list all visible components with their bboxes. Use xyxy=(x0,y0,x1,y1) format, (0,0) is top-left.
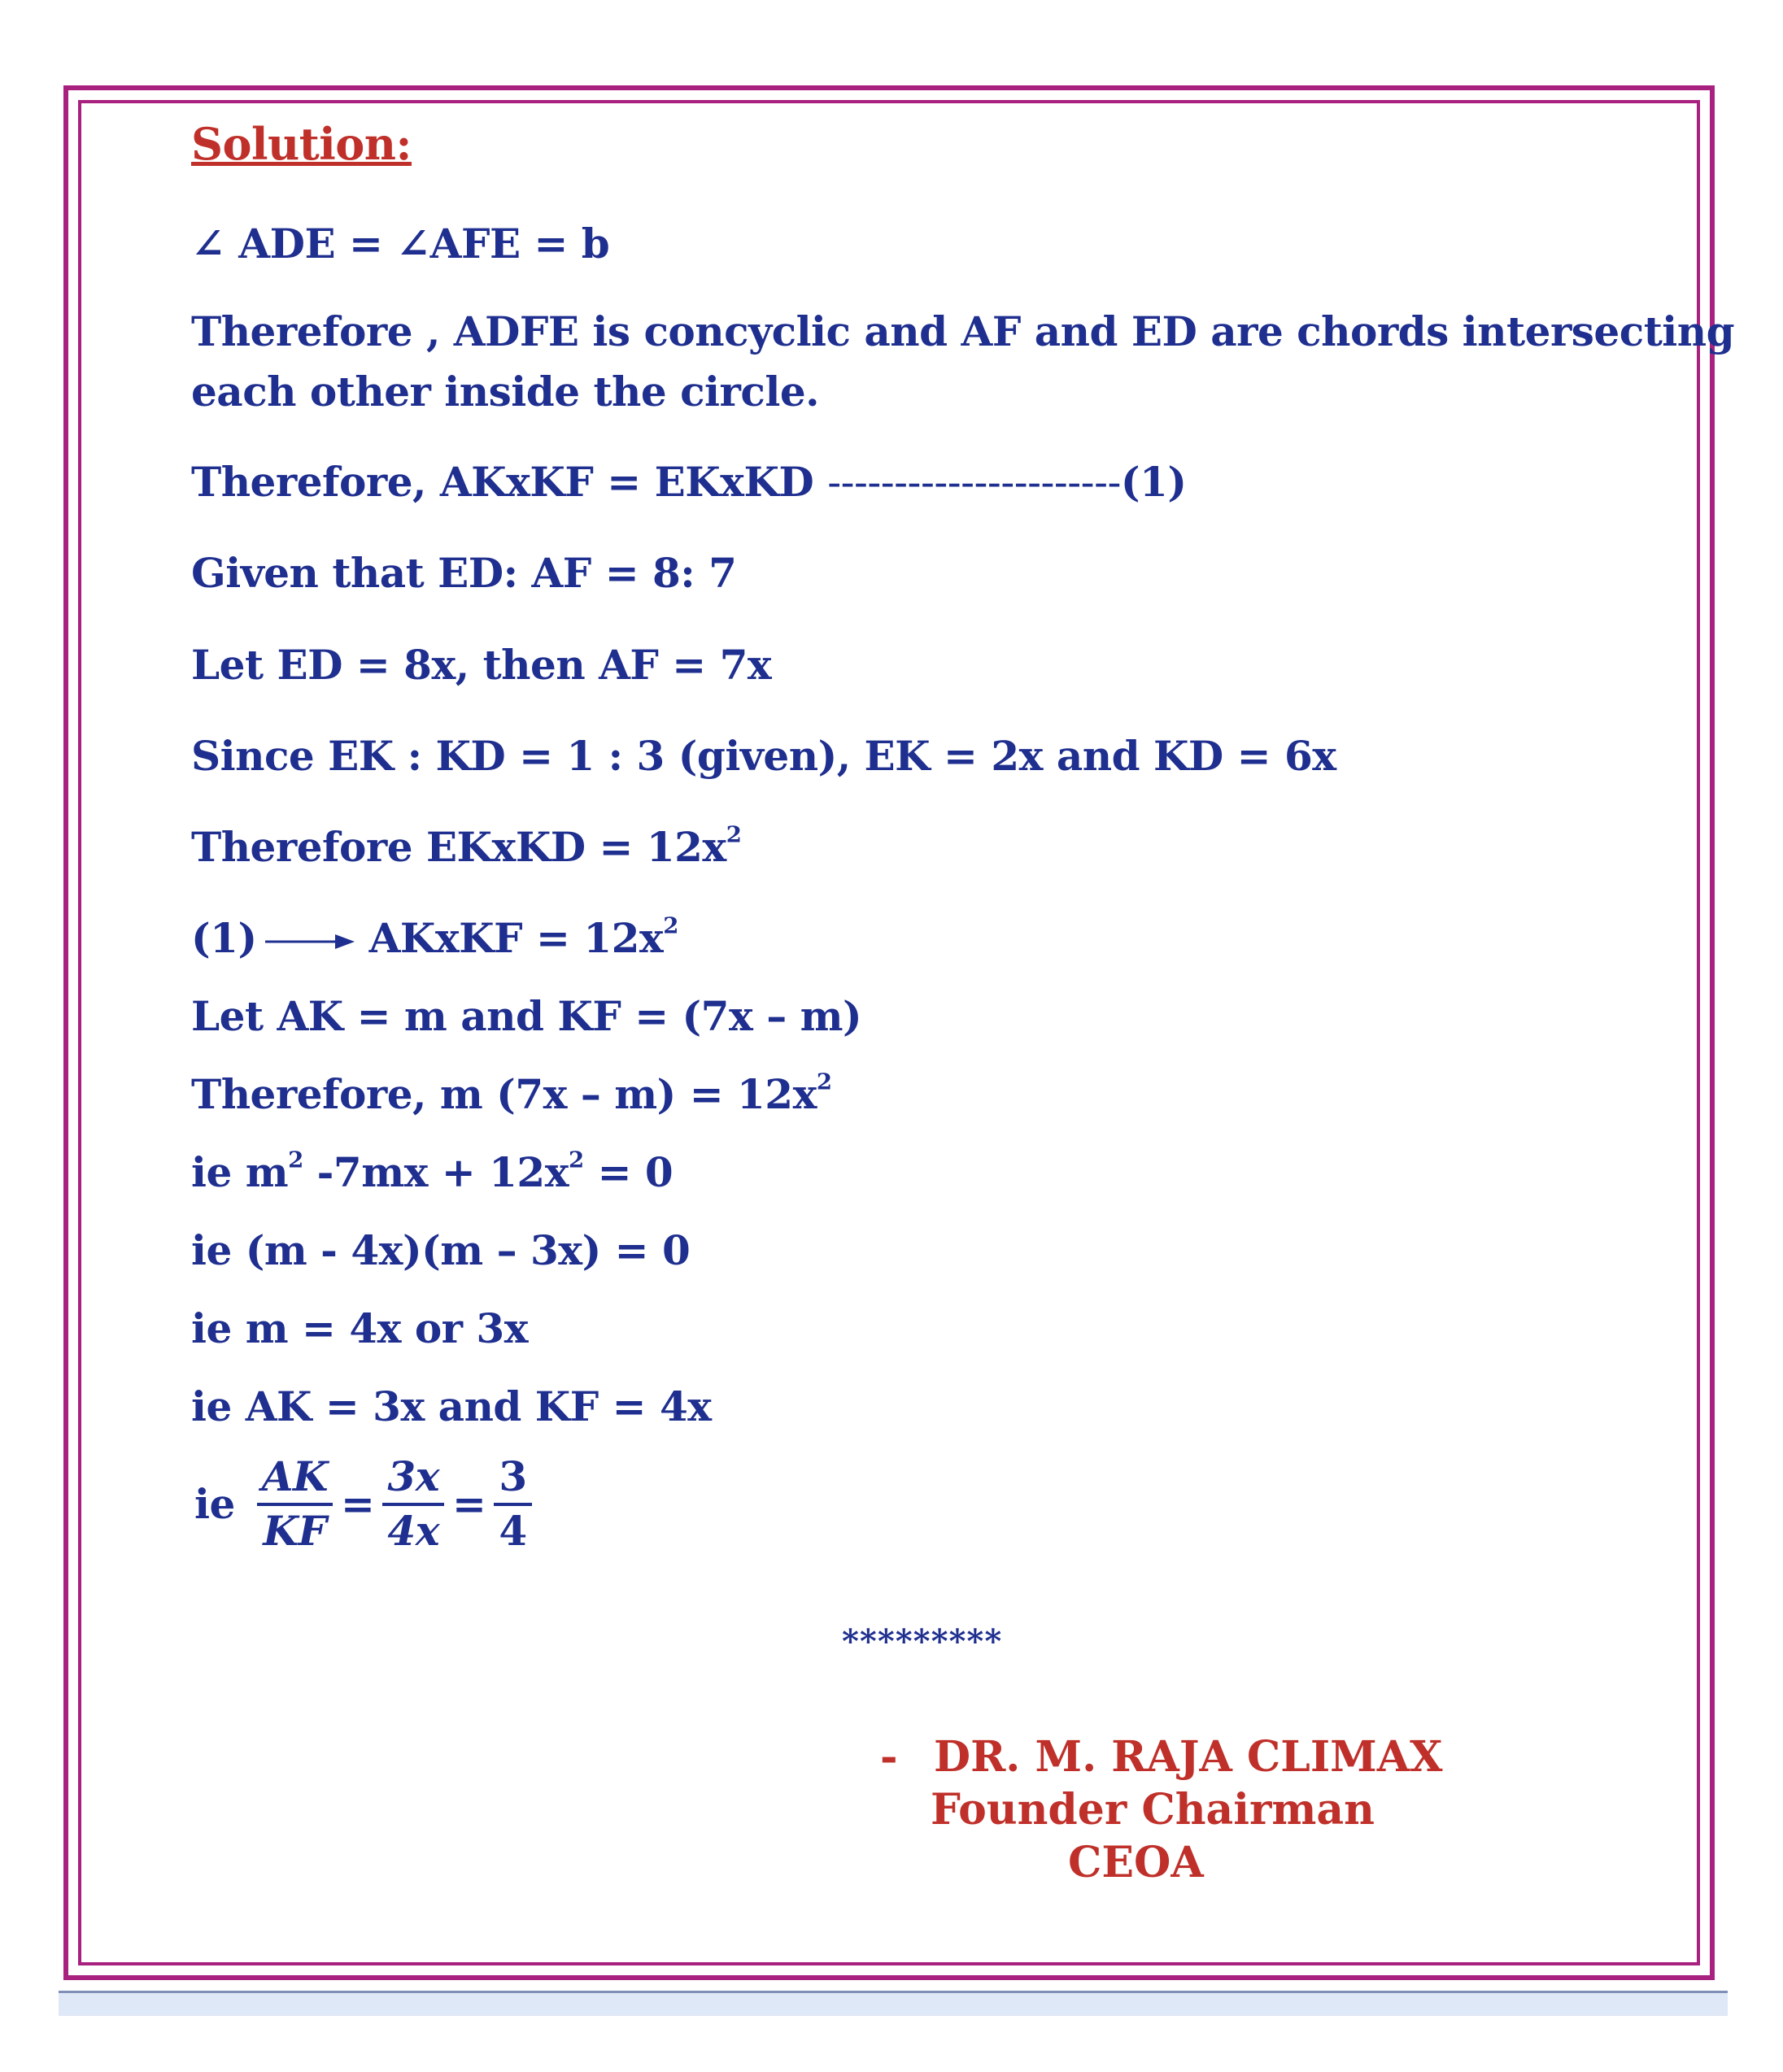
arrow-line xyxy=(191,914,678,962)
chords-lhs: Therefore, AKxKF = EKxKD xyxy=(191,458,828,506)
let-ak-line: Let AK = m and KF = (7x – m) xyxy=(191,992,862,1040)
solution-heading: Solution: xyxy=(191,118,412,170)
ekxkd-line xyxy=(191,823,741,871)
chords-dashes: ---------------------- xyxy=(827,459,1121,506)
arrow-rhs-base: AKxKF = 12x xyxy=(368,914,664,962)
window-status-strip xyxy=(59,1993,1728,2016)
signature-org: CEOA xyxy=(1068,1838,1204,1887)
factored-line: ie (m - 4x)(m – 3x) = 0 xyxy=(191,1226,691,1274)
quadratic-c: = 0 xyxy=(583,1148,674,1196)
arrow-ref: (1) xyxy=(191,914,257,962)
quadratic-a: ie m xyxy=(191,1148,289,1196)
chords-product-line xyxy=(191,458,1186,506)
let-ed-line: Let ED = 8x, then AF = 7x xyxy=(191,641,772,689)
quadratic-line xyxy=(191,1148,673,1196)
equation-ref-1: (1) xyxy=(1120,458,1187,506)
signature-name: DR. M. RAJA CLIMAX xyxy=(934,1732,1443,1782)
arrow-rhs-exponent: 2 xyxy=(663,912,678,939)
angle-equality-line: ∠ ADE = ∠AFE = b xyxy=(191,220,610,268)
roots-line: ie m = 4x or 3x xyxy=(191,1304,529,1352)
signature-dash: - xyxy=(880,1732,898,1782)
fraction-ak-kf xyxy=(257,1452,333,1556)
signature-role: Founder Chairman xyxy=(931,1785,1375,1835)
ratio-prefix: ie xyxy=(194,1480,235,1528)
fraction-ak-kf-numerator: AK xyxy=(257,1452,333,1506)
right-arrow-icon xyxy=(265,925,355,958)
fraction-3x-4x-denominator: 4x xyxy=(387,1506,440,1555)
ratio-line xyxy=(191,1452,537,1556)
quadratic-b-exponent: 2 xyxy=(569,1147,584,1173)
concyclic-line-1: Therefore , ADFE is concyclic and AF and ED are chords intersecting xyxy=(191,307,1735,355)
since-ek-line: Since EK : KD = 1 : 3 (given), EK = 2x and KD = 6x xyxy=(191,732,1336,780)
ekxkd-base: Therefore EKxKD = 12x xyxy=(191,823,726,871)
fraction-ak-kf-denominator: KF xyxy=(263,1506,327,1555)
fraction-3-4 xyxy=(494,1452,531,1556)
therefore-m-exponent: 2 xyxy=(816,1069,832,1095)
fraction-3-4-numerator: 3 xyxy=(494,1452,531,1506)
ak-kf-line: ie AK = 3x and KF = 4x xyxy=(191,1382,712,1430)
equals-sign-2: = xyxy=(452,1480,486,1528)
therefore-m-line xyxy=(191,1070,832,1118)
ekxkd-exponent: 2 xyxy=(726,821,742,848)
quadratic-b: -7mx + 12x xyxy=(303,1148,569,1196)
quadratic-a-exponent: 2 xyxy=(288,1147,303,1173)
therefore-m-base: Therefore, m (7x – m) = 12x xyxy=(191,1070,817,1118)
fraction-3x-4x-numerator: 3x xyxy=(382,1452,444,1506)
equals-sign-1: = xyxy=(341,1480,375,1528)
separator-asterisks: ********* xyxy=(842,1622,1003,1661)
concyclic-line-2: each other inside the circle. xyxy=(191,368,820,416)
fraction-3-4-denominator: 4 xyxy=(499,1506,527,1555)
fraction-3x-4x xyxy=(382,1452,444,1556)
given-ratio-line: Given that ED: AF = 8: 7 xyxy=(191,549,737,597)
